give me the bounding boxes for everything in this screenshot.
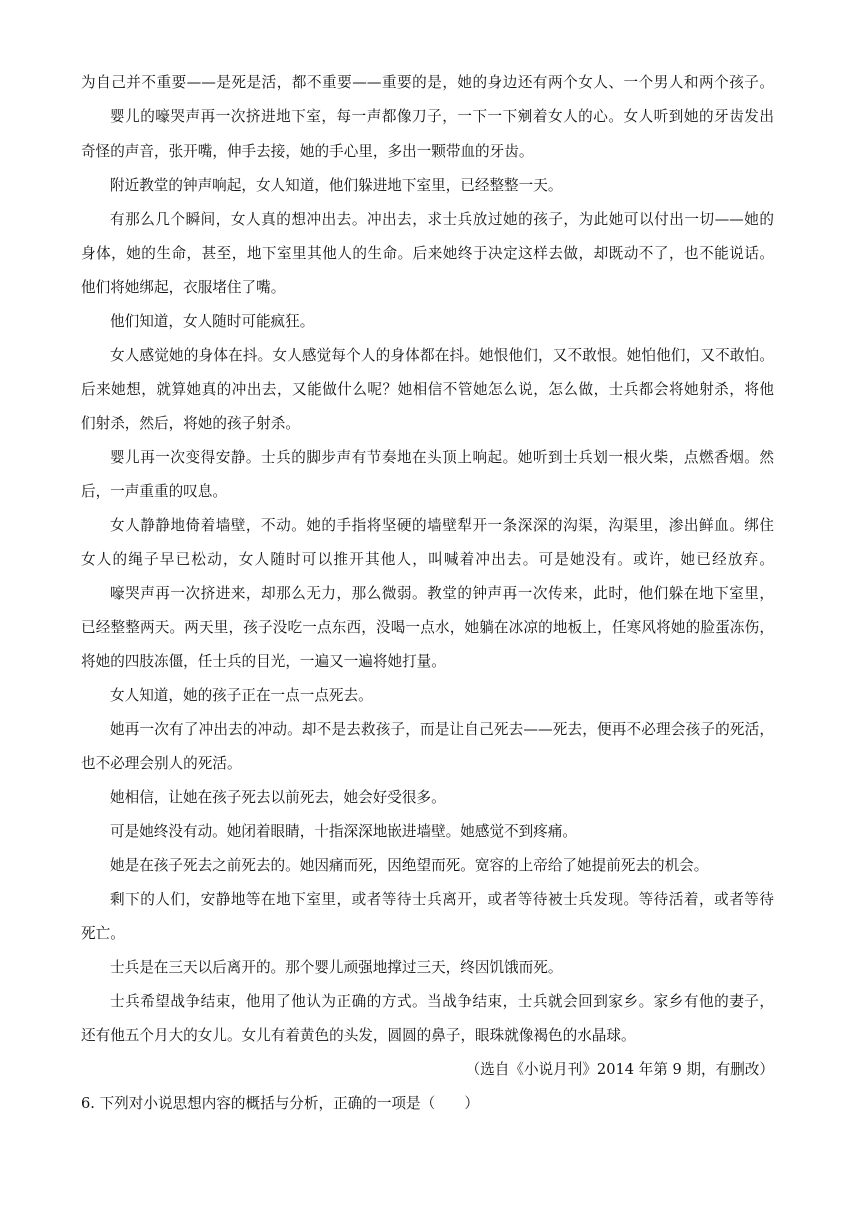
paragraph-line: 还有他五个月大的女儿。女儿有着黄色的头发，圆圆的鼻子，眼珠就像褐色的水晶球。 [81,1027,636,1044]
paragraph-line: 后，一声重重的叹息。 [81,483,227,500]
paragraph-line: 他们知道，女人随时可能疯狂。 [110,313,315,330]
paragraph-line: 已经整整两天。两天里，孩子没吃一点东西，没喝一点水，她躺在冰凉的地板上，任寒风将她的脸蛋冻伤， [81,619,774,636]
paragraph-line: 死亡。 [81,925,125,942]
paragraph-line: 也不必理会别人的死活。 [81,755,242,772]
source-citation: （选自《小说月刊》2014 年第 9 期，有删改） [465,1061,774,1078]
paragraph-line: 他们将她绑起，衣服堵住了嘴。 [81,279,286,296]
paragraph-line: 有那么几个瞬间，女人真的想冲出去。冲出去，求士兵放过她的孩子，为此她可以付出一切——她的 [110,211,774,228]
paragraph-line: 后来她想，就算她真的冲出去，又能做什么呢？她相信不管她怎么说，怎么做，士兵都会将她射杀，将他 [81,381,774,398]
paragraph-line: 婴儿再一次变得安静。士兵的脚步声有节奏地在头顶上响起。她听到士兵划一根火柴，点燃香烟。然 [110,449,774,466]
question-stem: 6. 下列对小说思想内容的概括与分析，正确的一项是（ ） [81,1095,480,1112]
paragraph-line: 嚎哭声再一次挤进来，却那么无力，那么微弱。教堂的钟声再一次传来，此时，他们躲在地下室里， [110,585,774,602]
paragraph-line: 女人知道，她的孩子正在一点一点死去。 [110,687,373,704]
paragraph-line: 她是在孩子死去之前死去的。她因痛而死，因绝望而死。宽容的上帝给了她提前死去的机会。 [110,857,709,874]
paragraph-line: 将她的四肢冻僵，任士兵的目光，一遍又一遍将她打量。 [81,653,446,670]
paragraph-line: 为自己并不重要——是死是活，都不重要——重要的是，她的身边还有两个女人、一个男人和两个孩子。 [81,74,774,91]
paragraph-line: 婴儿的嚎哭声再一次挤进地下室，每一声都像刀子，一下一下剜着女人的心。女人听到她的牙齿发出 [110,108,774,125]
paragraph-line: 奇怪的声音，张开嘴，伸手去接，她的手心里，多出一颗带血的牙齿。 [81,143,534,160]
paragraph-line: 女人感觉她的身体在抖。女人感觉每个人的身体都在抖。她恨他们，又不敢恨。她怕他们，又不敢怕。 [110,347,774,364]
paragraph-line: 附近教堂的钟声响起，女人知道，他们躲进地下室里，已经整整一天。 [110,177,563,194]
paragraph-line: 们射杀，然后，将她的孩子射杀。 [81,415,300,432]
paragraph-line: 身体，她的生命，甚至，地下室里其他人的生命。后来她终于决定这样去做，却既动不了，也不能说话。 [81,245,774,262]
paragraph-line: 剩下的人们，安静地等在地下室里，或者等待士兵离开，或者等待被士兵发现。等待活着，或者等待 [110,891,774,908]
paragraph-line: 士兵是在三天以后离开的。那个婴儿顽强地撑过三天，终因饥饿而死。 [110,959,563,976]
paragraph-line: 女人的绳子早已松动，女人随时可以推开其他人，叫喊着冲出去。可是她没有。或许，她已经放弃。 [81,551,774,568]
paragraph-line: 女人静静地倚着墙壁，不动。她的手指将坚硬的墙壁犁开一条深深的沟渠，沟渠里，渗出鲜血。绑住 [110,517,774,534]
paragraph-line: 可是她终没有动。她闭着眼睛，十指深深地嵌进墙壁。她感觉不到疼痛。 [110,823,578,840]
paragraph-line: 她相信，让她在孩子死去以前死去，她会好受很多。 [110,789,446,806]
paragraph-line: 她再一次有了冲出去的冲动。却不是去救孩子，而是让自己死去——死去，便再不必理会孩子的死活， [110,721,774,738]
paragraph-line: 士兵希望战争结束，他用了他认为正确的方式。当战争结束，士兵就会回到家乡。家乡有他的妻子， [110,993,774,1010]
